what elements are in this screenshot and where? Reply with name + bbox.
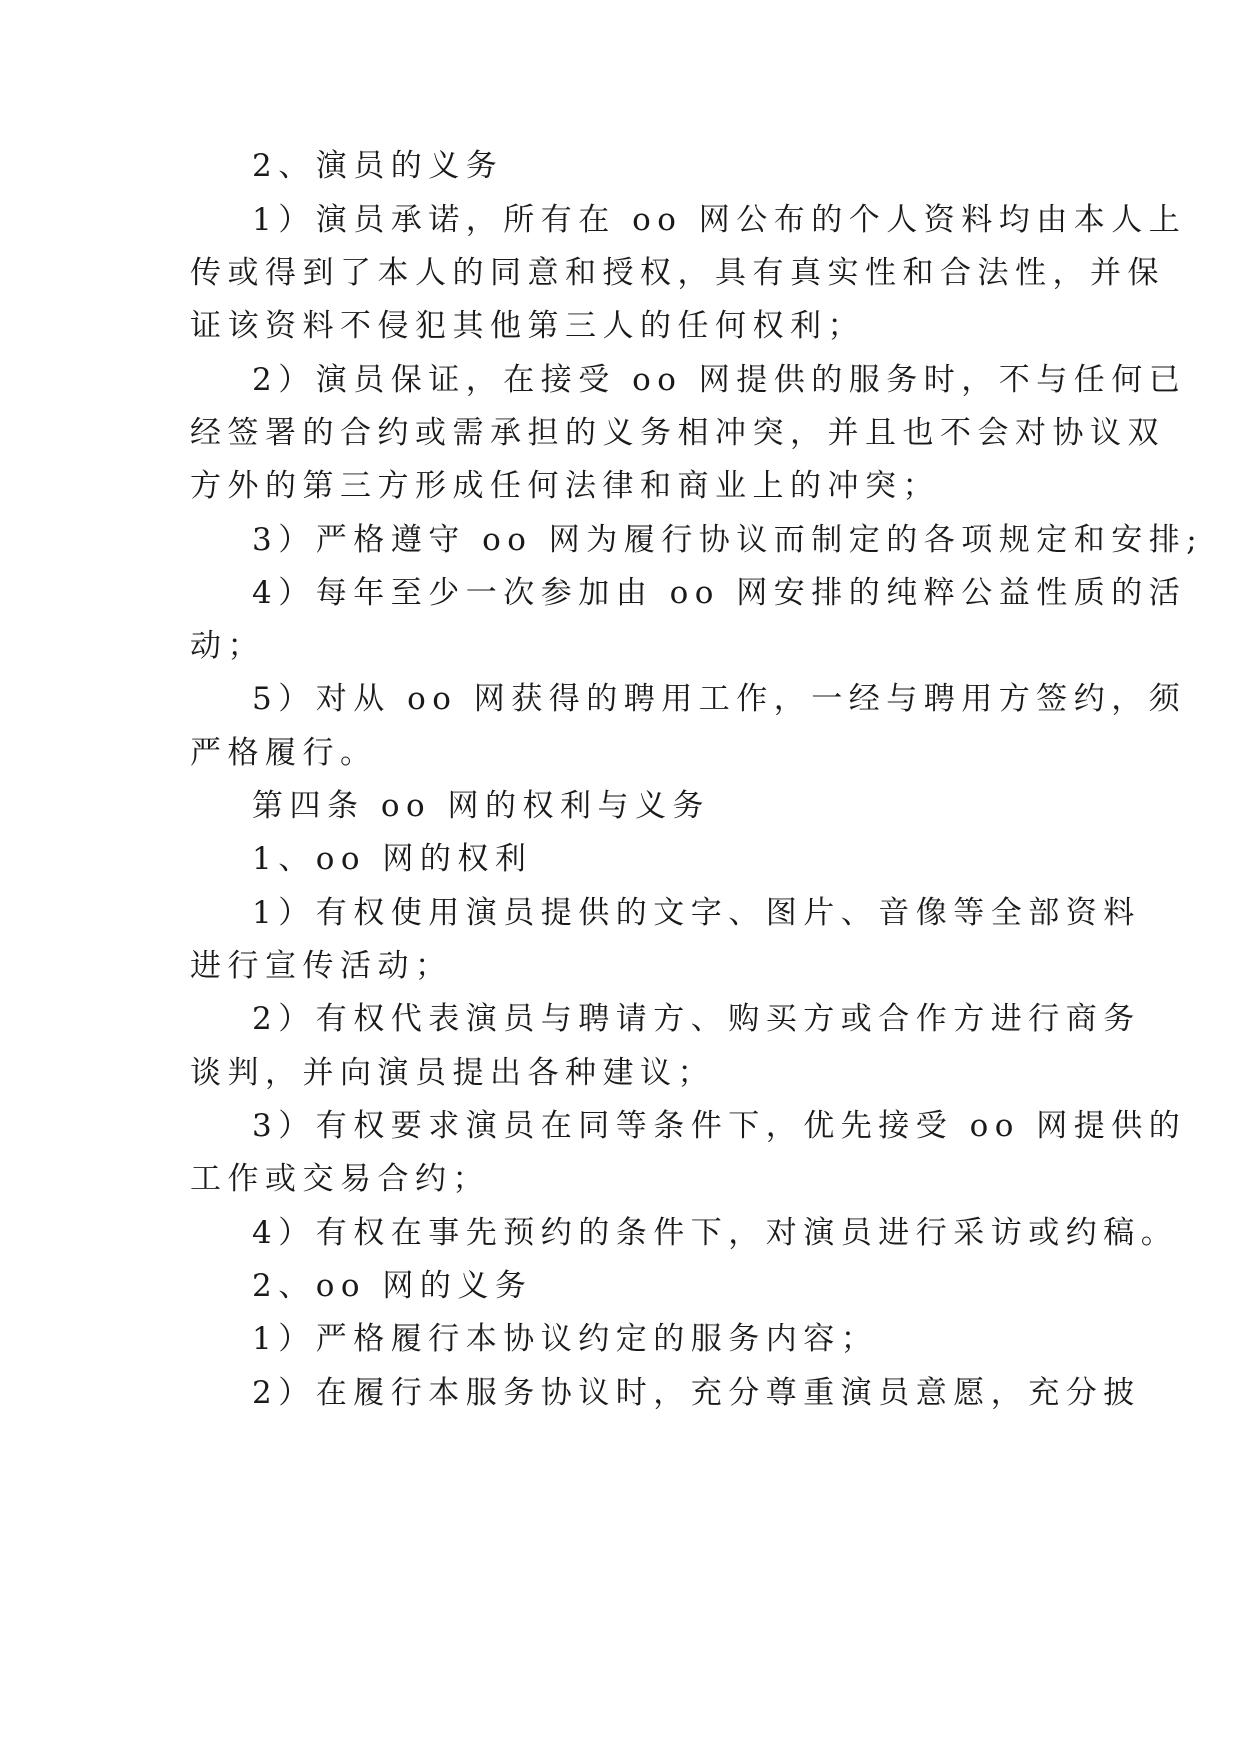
paragraph-line: 经签署的合约或需承担的义务相冲突，并且也不会对协议双 [190, 415, 1165, 451]
paragraph-line: 1）严格履行本协议约定的服务内容； [252, 1321, 879, 1357]
paragraph-line: 1）有权使用演员提供的文字、图片、音像等全部资料 [252, 895, 1141, 931]
paragraph-line: 2）演员保证，在接受 oo 网提供的服务时，不与任何已 [252, 362, 1187, 398]
paragraph-line: 3）严格遵守 oo 网为履行协议而制定的各项规定和安排; [252, 522, 1204, 558]
paragraph-line: 动； [190, 628, 265, 664]
paragraph-line: 4）有权在事先预约的条件下，对演员进行采访或约稿。 [252, 1215, 1179, 1251]
paragraph-line: 进行宣传活动； [190, 948, 453, 984]
heading-oo-obligations: 2、oo 网的义务 [252, 1268, 533, 1304]
paragraph-line: 2）在履行本服务协议时，充分尊重演员意愿，充分披 [252, 1375, 1141, 1411]
heading-performer-obligations: 2、演员的义务 [252, 148, 504, 184]
paragraph-line: 2）有权代表演员与聘请方、购买方或合作方进行商务 [252, 1001, 1141, 1037]
section-heading-article-4: 第四条 oo 网的权利与义务 [252, 788, 711, 824]
paragraph-line: 传或得到了本人的同意和授权，具有真实性和合法性，并保 [190, 255, 1165, 291]
paragraph-line: 工作或交易合约； [190, 1161, 490, 1197]
paragraph-line: 谈判，并向演员提出各种建议； [190, 1055, 715, 1091]
paragraph-line: 1）演员承诺，所有在 oo 网公布的个人资料均由本人上 [252, 202, 1187, 238]
paragraph-line: 证该资料不侵犯其他第三人的任何权利； [190, 308, 865, 344]
paragraph-line: 严格履行。 [190, 735, 378, 771]
paragraph-line: 5）对从 oo 网获得的聘用工作，一经与聘用方签约，须 [252, 681, 1187, 717]
heading-oo-rights: 1、oo 网的权利 [252, 841, 533, 877]
paragraph-line: 方外的第三方形成任何法律和商业上的冲突； [190, 468, 940, 504]
paragraph-line: 3）有权要求演员在同等条件下，优先接受 oo 网提供的 [252, 1108, 1187, 1144]
paragraph-line: 4）每年至少一次参加由 oo 网安排的纯粹公益性质的活 [252, 575, 1187, 611]
